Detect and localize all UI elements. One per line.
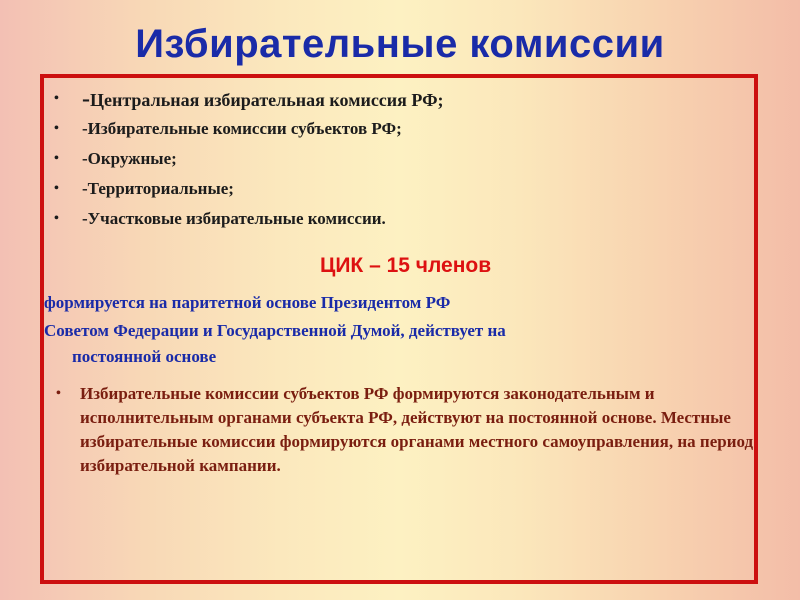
bullet-icon: • — [54, 91, 59, 106]
bullet-icon: • — [54, 211, 59, 226]
commission-list — [52, 84, 752, 234]
list-item — [52, 204, 752, 234]
cik-heading: ЦИК – 15 членов — [320, 254, 492, 277]
list-item — [52, 174, 752, 204]
list-item-label: -Окружные; — [82, 149, 177, 168]
formation-line: постоянной основе — [72, 347, 217, 366]
slide-title: Избирательные комиссии — [135, 22, 665, 66]
list-item-label: -Территориальные; — [82, 179, 234, 198]
list-item — [52, 114, 752, 144]
bullet-icon: • — [54, 121, 59, 136]
list-item-label: -Участковые избирательные комиссии. — [82, 209, 386, 228]
subject-commissions-paragraph — [52, 382, 770, 478]
formation-paragraph — [44, 318, 744, 370]
formation-line: Советом Федерации и Государственной Думой, действует на — [44, 321, 506, 340]
paragraph-text: Избирательные комиссии субъектов РФ формируются законодательным и исполнительным органами субъекта РФ, действуют на постоянной основе. Местные избирательные комиссии формируются органами местного самоуправления, на период избирательной кампании. — [80, 384, 754, 475]
list-item — [52, 144, 752, 174]
bullet-icon: • — [54, 181, 59, 196]
bullet-icon: • — [56, 386, 61, 401]
list-item-label: Центральная избирательная комиссия РФ; — [90, 90, 444, 110]
bullet-icon: • — [54, 151, 59, 166]
formation-line: формируется на паритетной основе Президентом РФ — [44, 293, 451, 312]
list-dash: - — [82, 86, 90, 112]
list-item — [52, 84, 752, 114]
list-item-label: -Избирательные комиссии субъектов РФ; — [82, 119, 402, 138]
